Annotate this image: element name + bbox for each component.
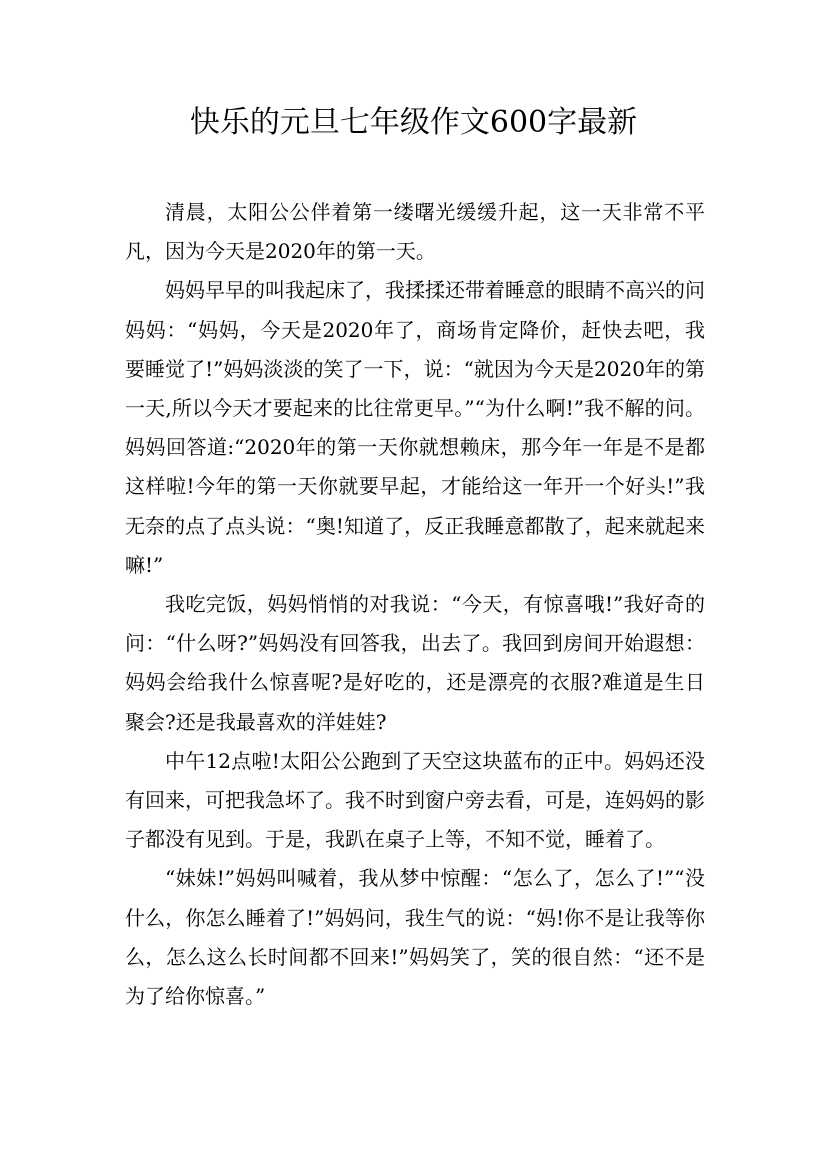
paragraph-2: 妈妈早早的叫我起床了，我揉揉还带着睡意的眼睛不高兴的问妈妈：“妈妈，今天是2020年了，商场肯定降价，赶快去吧，我要睡觉了!”妈妈淡淡的笑了一下，说：“就因为今天是2020年的第一天,所以今天才要起来的比往常更早。”“为什么啊!”我不解的问。妈妈回答道:“2020年的第一天你就想赖床，那今年一年是不是都这样啦!今年的第一天你就要早起，才能给这一年开一个好头!”我无奈的点了点头说：“奥!知道了，反正我睡意都散了，起来就起来嘛!” [125,278,705,577]
paragraph-4: 中午12点啦!太阳公公跑到了天空这块蓝布的正中。妈妈还没有回来，可把我急坏了。我不时到窗户旁去看，可是，连妈妈的影子都没有见到。于是，我趴在桌子上等，不知不觉，睡着了。 [125,748,705,852]
paragraph-5: “妹妹!”妈妈叫喊着，我从梦中惊醒：“怎么了，怎么了!”“没什么，你怎么睡着了!”妈妈问，我生气的说：“妈!你不是让我等你么，怎么这么长时间都不回来!”妈妈笑了，笑的很自然：“还不是为了给你惊喜。” [125,866,705,1009]
paragraph-3: 我吃完饭，妈妈悄悄的对我说：“今天，有惊喜哦!”我好奇的问：“什么呀?”妈妈没有回答我，出去了。我回到房间开始遐想：妈妈会给我什么惊喜呢?是好吃的，还是漂亮的衣服?难道是生日聚会?还是我最喜欢的洋娃娃? [125,592,705,734]
document-title: 快乐的元旦七年级作文600字最新 [189,105,638,140]
paragraph-1: 清晨，太阳公公伴着第一缕曙光缓缓升起，这一天非常不平凡，因为今天是2020年的第一天。 [125,200,705,264]
document-body [125,193,705,1016]
